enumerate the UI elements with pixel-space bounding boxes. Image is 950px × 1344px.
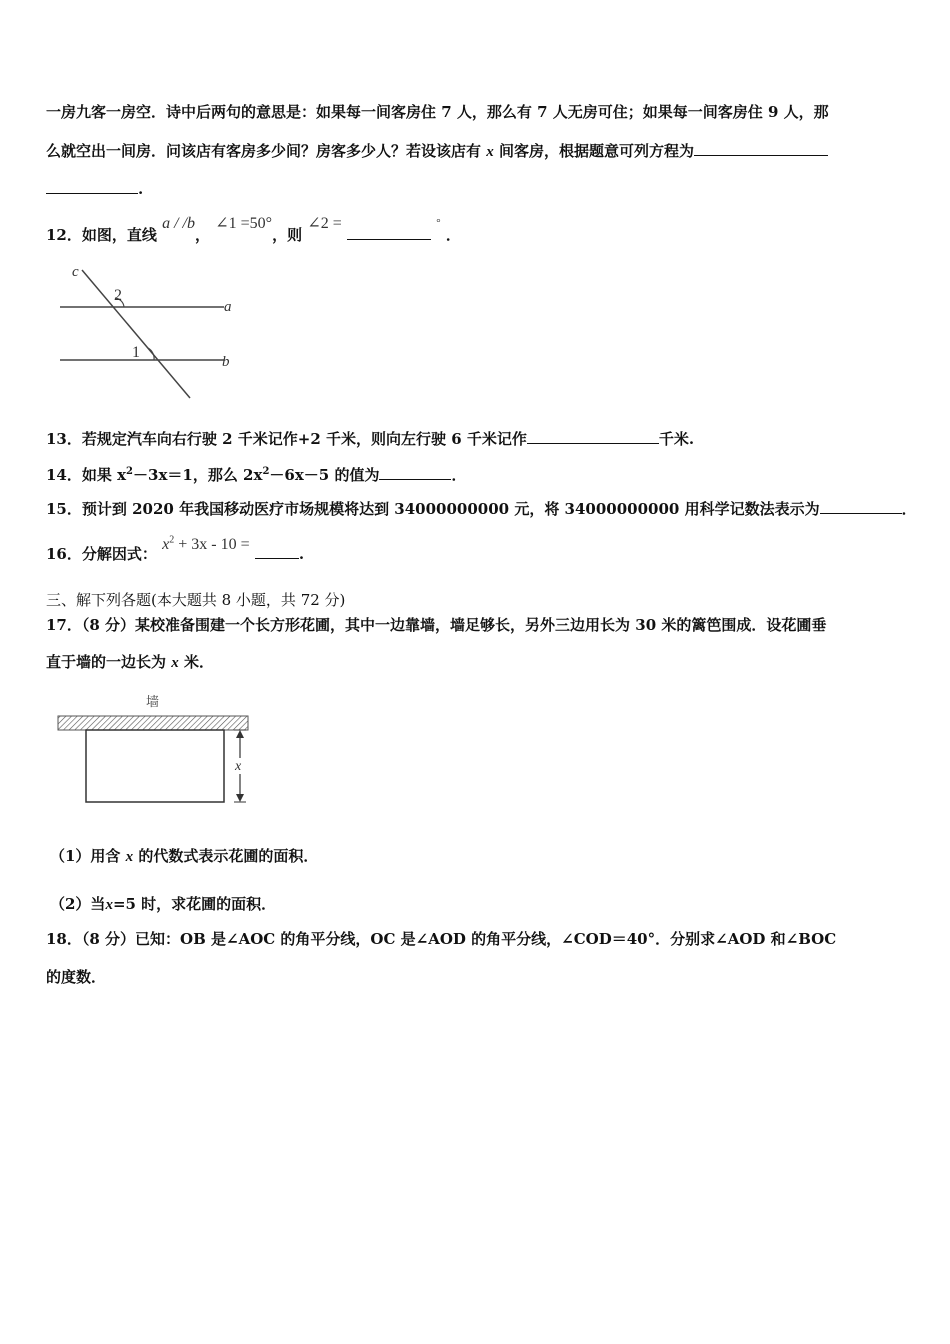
q18-line1: 18．（8 分）已知：OB 是∠AOC 的角平分线，OC 是∠AOD 的角平分线，∠COD＝40°．分别求∠AOD 和∠BOC — [46, 930, 837, 948]
q11-line2: 么就空出一间房．问该店有客房多少间？房客多少人？若设该店有 x 间客房，根据题意可列方程为 — [46, 140, 828, 162]
garden-wall-figure — [52, 690, 252, 810]
answer-blank-q12[interactable] — [347, 224, 431, 240]
q12-line: 12．如图，直线 a / /b， ∠1 =50°，则 ∠2 = ° ． — [46, 215, 461, 244]
angle2-expr: ∠2 = — [307, 215, 342, 232]
q11-line3: . — [46, 178, 143, 199]
q15-line: 15．预计到 2020 年我国移动医疗市场规模将达到 34000000000 元，将 34000000000 用科学记数法表示为 ． — [46, 500, 917, 518]
wall-hatch — [58, 716, 248, 730]
answer-blank-q14[interactable] — [379, 464, 451, 480]
parallel-expr: a / /b — [162, 215, 195, 232]
answer-blank-q11b[interactable] — [46, 178, 138, 194]
q18-line2: 的度数． — [46, 968, 107, 986]
variable-x: x — [486, 144, 494, 160]
answer-blank-q16[interactable] — [255, 543, 299, 559]
q17-line2: 直于墙的一边长为 x 米． — [46, 653, 214, 671]
q14-line: 14．如果 $x^2-3x=1$，那么 $2x^2-6x-5$ 的值为 ． — [46, 466, 467, 484]
q16-line: 16．分解因式： $x^2 + 3x - 10$ = . — [46, 534, 305, 563]
arrow-head-up — [236, 730, 244, 738]
parallel-lines-figure — [54, 262, 244, 402]
answer-blank-q13[interactable] — [527, 428, 659, 444]
q17-line1: 17．（8 分）某校准备围建一个长方形花圃，其中一边靠墙，墙足够长，另外三边用长为 30 米的篱笆围成．设花圃垂 — [46, 616, 827, 634]
factor-expression: $x^2 + 3x - 10$ = — [162, 534, 250, 553]
wall-label: 墙 — [146, 695, 160, 710]
q13-line: 13．若规定汽车向右行驶 2 千米记作+2 千米，则向左行驶 6 千米记作 千米. — [46, 430, 695, 448]
label-1: 1 — [132, 344, 140, 361]
answer-blank-q15[interactable] — [820, 498, 902, 514]
label-2: 2 — [114, 287, 122, 304]
label-c: c — [72, 264, 79, 280]
line-c — [82, 270, 190, 398]
q17-sub2: （2）当x=5 时，求花圃的面积． — [50, 895, 277, 913]
label-x: x — [235, 759, 242, 774]
angle1-expr: ∠1 =50° — [215, 215, 273, 232]
section-3-title: 三、解下列各题(本大题共 8 小题，共 72 分) — [46, 591, 346, 609]
q11-line1: 一房九客一房空．诗中后两句的意思是：如果每一间客房住 7 人，那么有 7 人无房可住；如果每一间客房住 9 人，那 — [46, 103, 829, 121]
label-b: b — [222, 354, 230, 370]
arrow-head-down — [236, 794, 244, 802]
answer-blank-q11a[interactable] — [694, 140, 828, 156]
q17-sub1: （1）用含 x 的代数式表示花圃的面积． — [50, 847, 319, 865]
garden-rectangle — [86, 730, 224, 802]
label-a: a — [224, 299, 232, 315]
